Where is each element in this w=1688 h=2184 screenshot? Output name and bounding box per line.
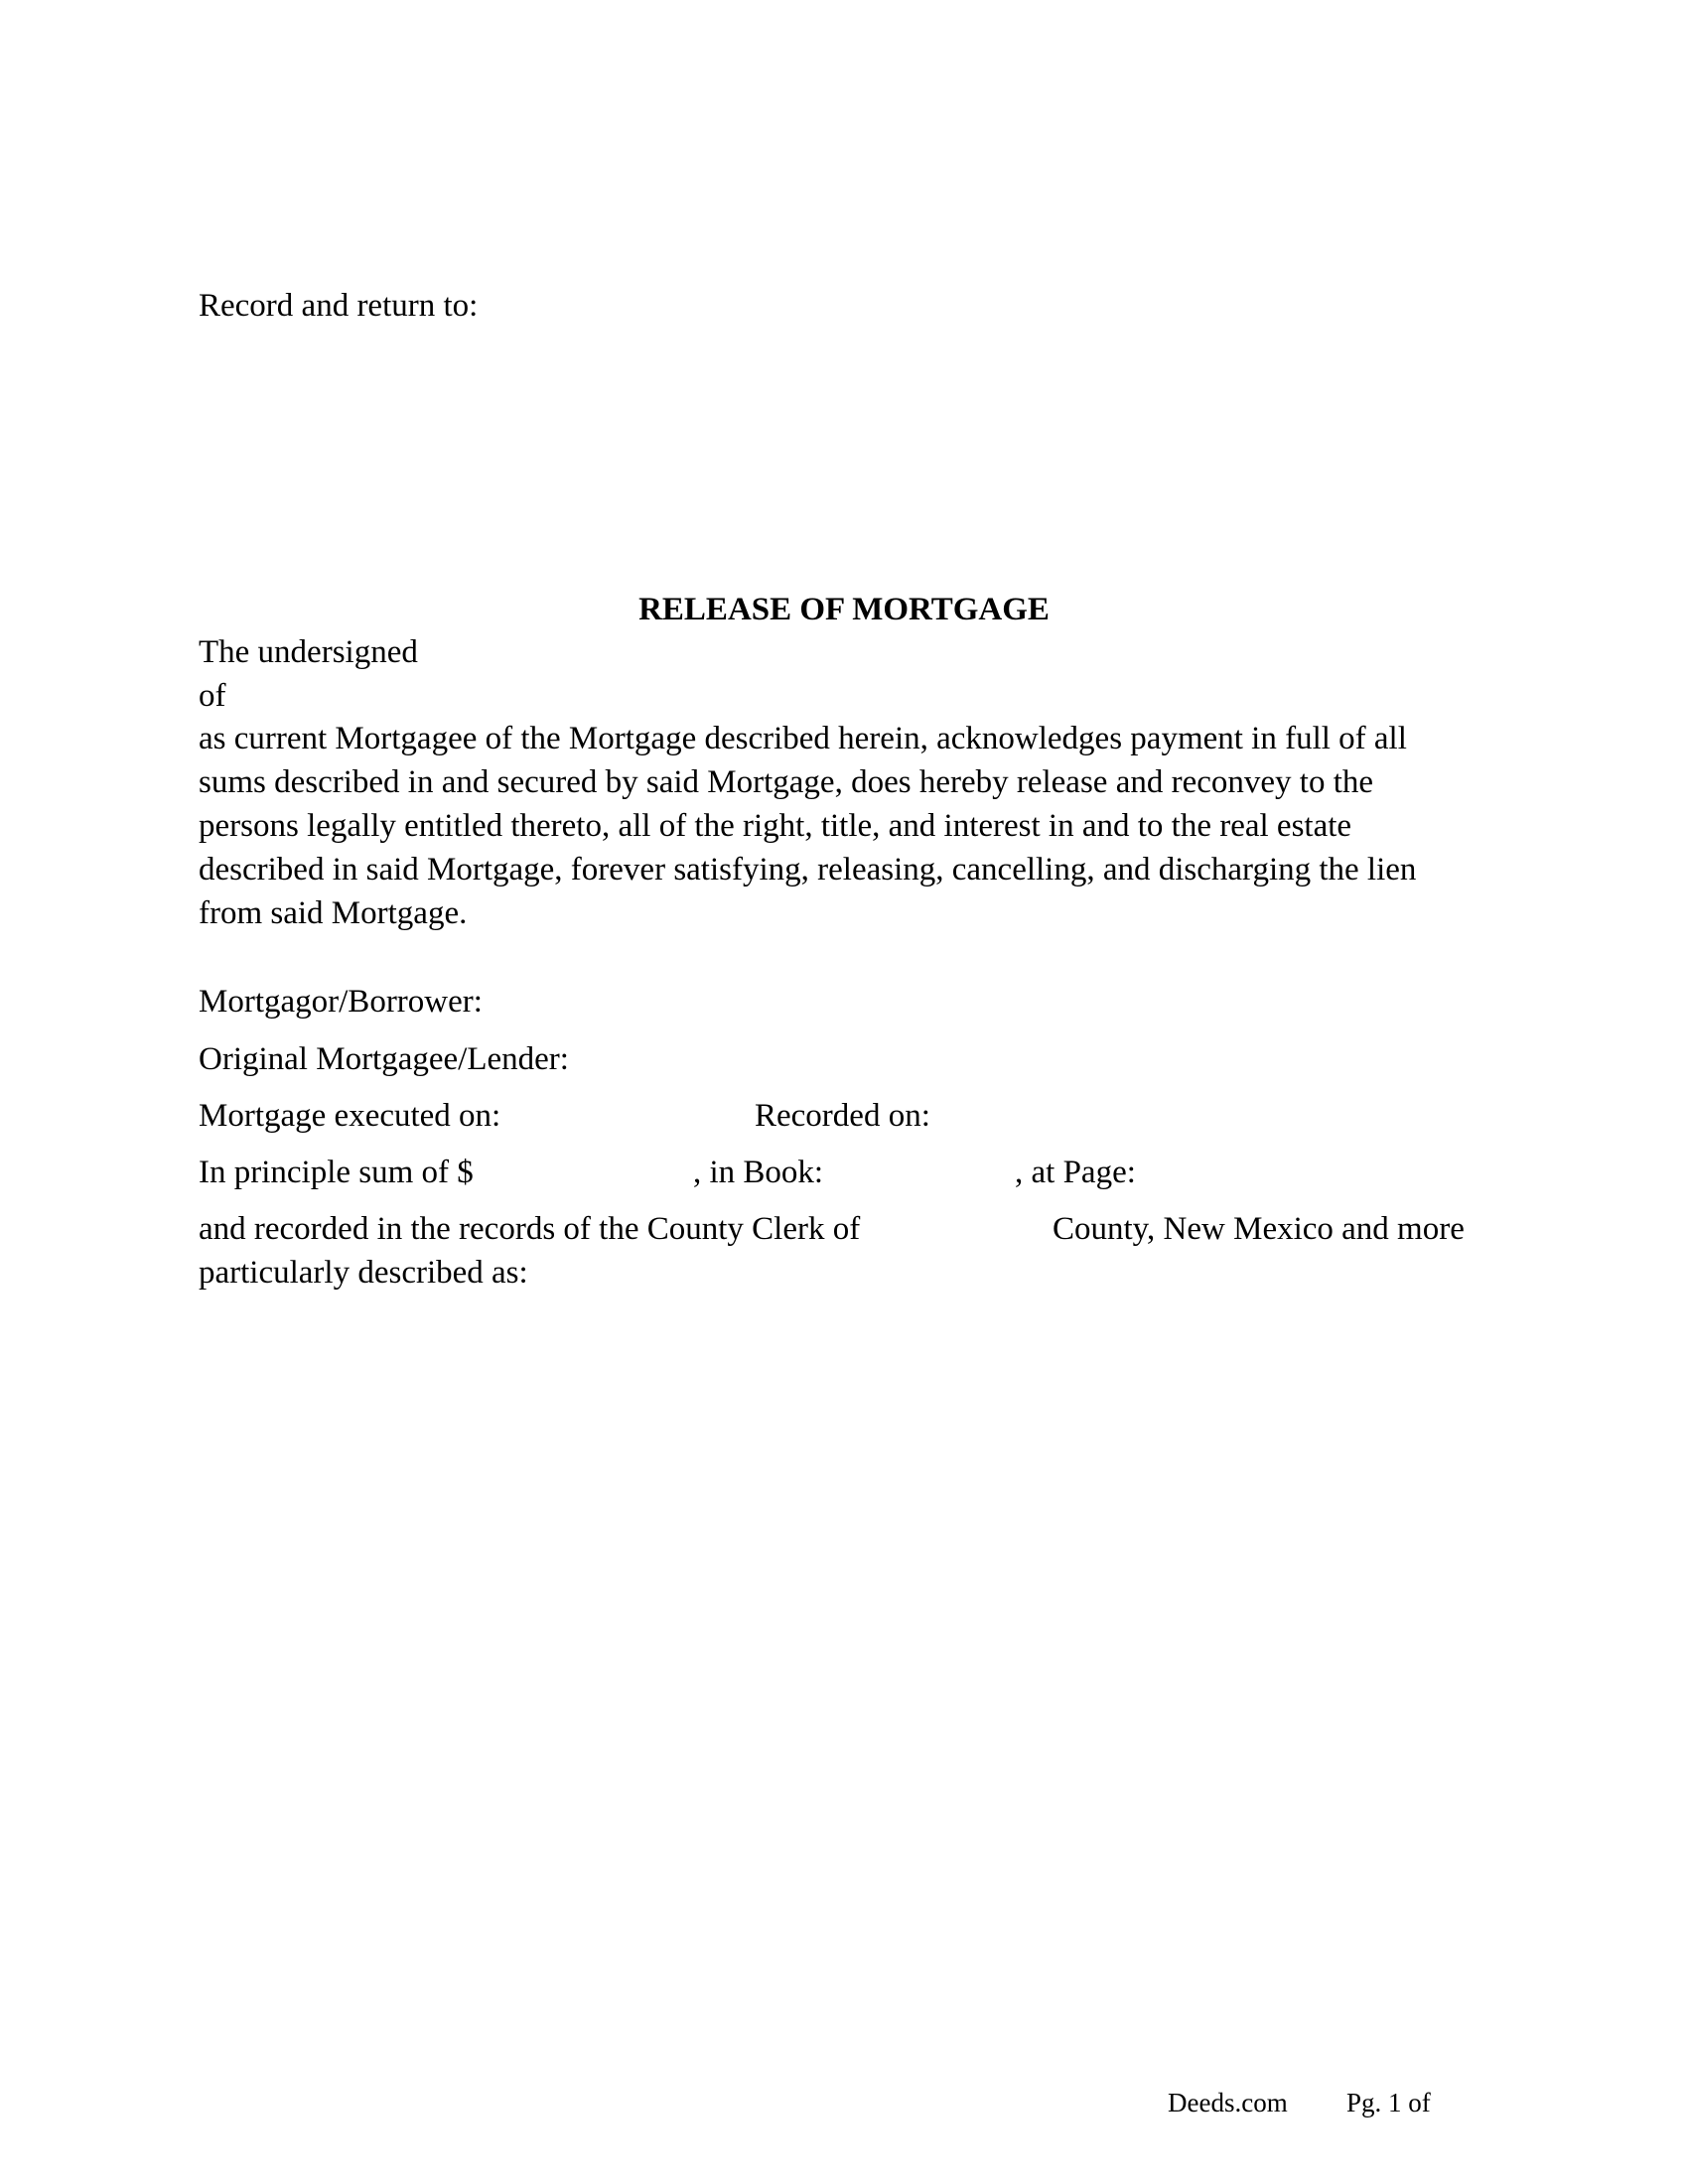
undersigned-label: The undersigned [199, 634, 418, 670]
principal-sum-label: In principle sum of $ [199, 1155, 474, 1190]
paragraph-line: described in said Mortgage, forever satisfying, releasing, cancelling, and discharging the lien [199, 852, 1417, 887]
recorded-on-label: Recorded on: [755, 1098, 930, 1134]
original-mortgagee-label: Original Mortgagee/Lender: [199, 1041, 569, 1077]
county-clerk-records-label: and recorded in the records of the County Clerk of [199, 1211, 861, 1247]
footer-site: Deeds.com [1168, 2088, 1288, 2117]
paragraph-line: sums described in and secured by said Mortgage, does hereby release and reconvey to the [199, 764, 1374, 800]
described-as-label: particularly described as: [199, 1255, 528, 1291]
document-title: RELEASE OF MORTGAGE [638, 592, 1050, 627]
at-page-label: , at Page: [1015, 1155, 1136, 1190]
paragraph-line: from said Mortgage. [199, 895, 468, 931]
of-label: of [199, 678, 226, 714]
paragraph-line: persons legally entitled thereto, all of the right, title, and interest in and to the real estate [199, 808, 1352, 844]
release-paragraph [199, 717, 1489, 935]
paragraph-line: as current Mortgagee of the Mortgage described herein, acknowledges payment in full of all [199, 721, 1407, 756]
in-book-label: , in Book: [693, 1155, 824, 1190]
mortgage-executed-on-label: Mortgage executed on: [199, 1098, 501, 1134]
county-state-label: County, New Mexico and more [1053, 1211, 1465, 1247]
record-and-return-label: Record and return to: [199, 288, 479, 324]
footer-page-number: Pg. 1 of [1346, 2088, 1431, 2117]
mortgagor-borrower-label: Mortgagor/Borrower: [199, 984, 483, 1020]
